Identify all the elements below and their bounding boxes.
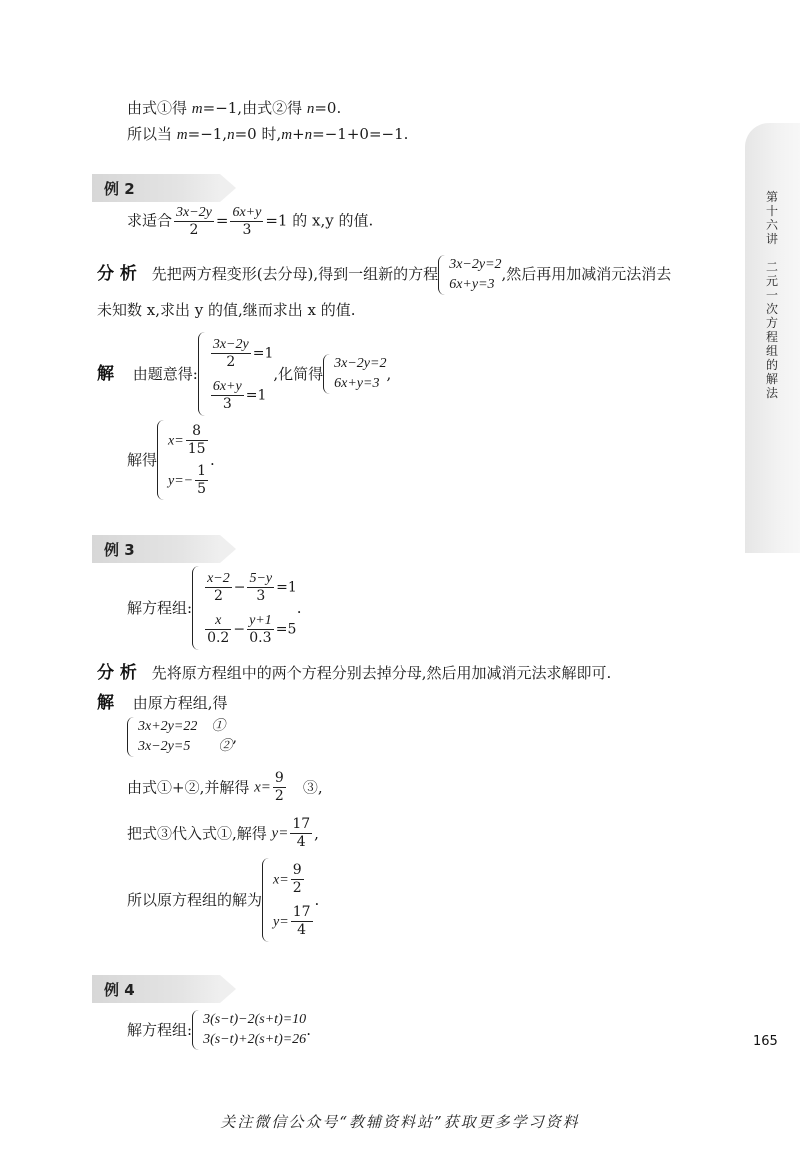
equation-system: x= $\frac{9}{2}$ y= $\frac{17}{4}$	[262, 858, 315, 942]
equation-system: 3x+2y=22 ① 3x−2y=5 ②	[127, 717, 232, 757]
equation-system: x= $\frac{8}{15}$ y=− $\frac{1}{5}$	[157, 420, 210, 500]
fraction: $\frac{3x-2y}{2}$	[176, 205, 212, 238]
example-3-step-1: 由式①+②,并解得 x= $\frac{9}{2}$ ③,	[127, 770, 323, 804]
chapter-number: 第十六讲	[765, 190, 778, 246]
chapter-side-label	[762, 190, 782, 400]
example-3-analysis: 分 析 先将原方程组中的两个方程分别去掉分母,然后用加减消元法求解即可.	[97, 663, 612, 683]
example-2-tag: 例 2	[92, 174, 242, 202]
example-2-result: 解得 x= $\frac{8}{15}$ y=− $\frac{1}{5}$ .	[127, 420, 215, 500]
example-3-step-3: 所以原方程组的解为 x= $\frac{9}{2}$ y= $\frac{17}{4}$ .	[127, 858, 319, 942]
footer-watermark: 关注微信公众号“教辅资料站”获取更多学习资料	[220, 1113, 580, 1131]
example-2-analysis: 分 析 先把两方程变形(去分母),得到一组新的方程 3x−2y=2 6x+y=3 ,然后再用加减消元法消去	[97, 255, 671, 295]
equation-system: 3x−2y=2 6x+y=3	[438, 255, 501, 295]
example-3-step-2: 把式③代入式①,解得 y= $\frac{17}{4}$ ,	[127, 816, 319, 850]
top-line-1: 由式①得 m=−1,由式②得 n=0.	[127, 99, 342, 117]
example-4-tag: 例 4	[92, 975, 242, 1003]
page-number: 165	[753, 1034, 778, 1049]
top-line-2: 所以当 m=−1,n=0 时,m+n=−1+0=−1.	[127, 125, 409, 143]
equation-system: $\frac{3x-2y}{2}$ =1 $\frac{6x+y}{3}$ =1	[198, 332, 274, 416]
equation-system: $\frac{x-2}{2}$ − $\frac{5-y}{3}$ =1 $\frac{x}{0.2}$ − $\frac{y+1}{0.3}$ =5	[192, 566, 297, 650]
example-3-solution: 解 由原方程组,得	[97, 693, 228, 713]
example-2-analysis-cont: 未知数 x,求出 y 的值,继而求出 x 的值.	[97, 301, 356, 319]
chapter-title: 二元一次方程组的解法	[765, 260, 778, 400]
example-3-tag: 例 3	[92, 535, 242, 563]
example-4-question: 解方程组: 3(s−t)−2(s+t)=10 3(s−t)+2(s+t)=26 .	[127, 1010, 311, 1050]
equation-system: 3x−2y=2 6x+y=3	[323, 354, 386, 394]
example-3-question: 解方程组: $\frac{x-2}{2}$ − $\frac{5-y}{3}$ =1 $\frac{x}{0.2}$ − $\frac{y+1}{0.3}$ =5 .	[127, 566, 302, 650]
equation-system: 3(s−t)−2(s+t)=10 3(s−t)+2(s+t)=26	[192, 1010, 306, 1050]
example-2-question: 求适合 $\frac{3x-2y}{2}$ = $\frac{6x+y}{3}$ =1 的 x,y 的值.	[127, 205, 374, 238]
fraction: $\frac{6x+y}{3}$	[232, 205, 262, 238]
example-3-system: 3x+2y=22 ① 3x−2y=5 ② ,	[127, 717, 237, 757]
example-2-solution: 解 由题意得: $\frac{3x-2y}{2}$ =1 $\frac{6x+y}{3}$ =1 ,化简得 3x−2y=2 6x+y=3 ,	[97, 332, 391, 416]
